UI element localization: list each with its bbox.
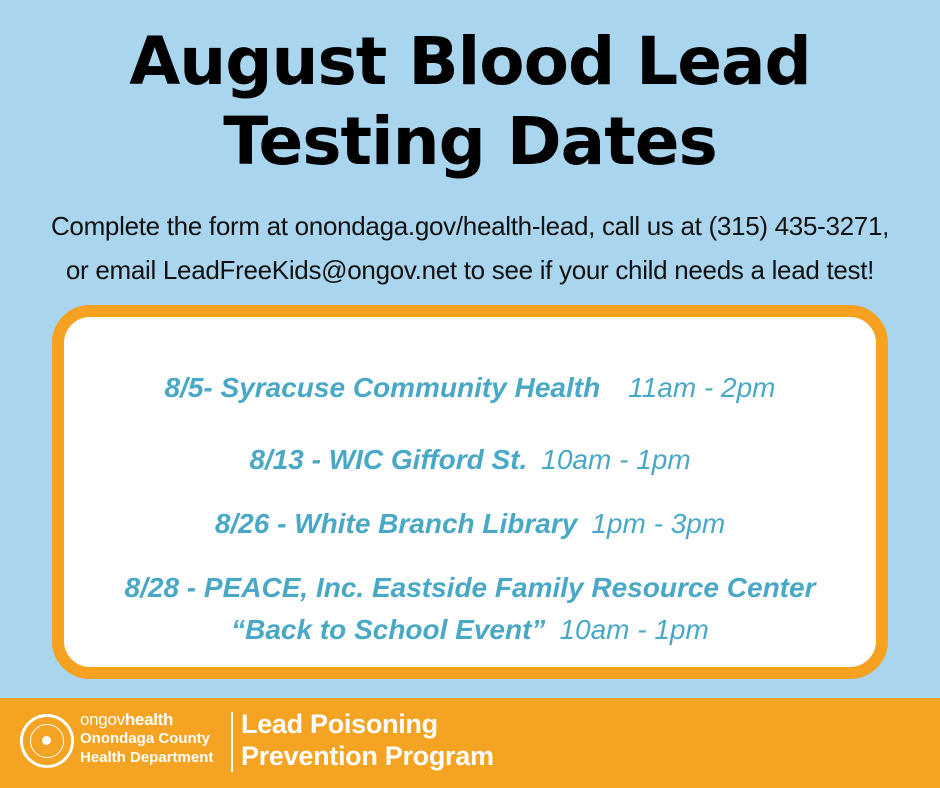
- page-title: [0, 22, 940, 182]
- event-name: 8/26 - White Branch Library: [214, 508, 578, 539]
- event-time: 1pm - 3pm: [591, 508, 726, 539]
- footer-divider: [231, 712, 233, 772]
- event-time: 10am - 1pm: [541, 444, 691, 475]
- event-name: 8/13 - WIC Gifford St.: [249, 444, 528, 475]
- event-item: [64, 367, 876, 409]
- contact-line-1: Complete the form at onondaga.gov/health-lead, call us at (315) 435-3271,: [50, 211, 890, 241]
- event-name-subtitle: “Back to School Event”: [231, 614, 546, 645]
- event-name: 8/5- Syracuse Community Health: [164, 372, 601, 403]
- contact-instructions: [0, 204, 940, 292]
- event-name: 8/28 - PEACE, Inc. Eastside Family Resource Center: [124, 572, 816, 603]
- contact-line-2: or email LeadFreeKids@ongov.net to see if your child needs a lead test!: [65, 255, 875, 285]
- org-line-2: Health Department: [80, 749, 214, 766]
- footer-banner: [0, 698, 940, 788]
- program-name: [241, 708, 494, 772]
- event-item: [64, 503, 876, 545]
- events-card: [52, 305, 888, 679]
- ongov-health-logo: [80, 710, 213, 767]
- county-seal-icon: [20, 714, 74, 768]
- title-line-1: August Blood Lead: [129, 23, 811, 100]
- event-time: 11am - 2pm: [628, 372, 776, 403]
- event-item: [64, 567, 876, 651]
- brand-prefix: ongov: [80, 710, 125, 729]
- title-line-2: Testing Dates: [223, 103, 717, 180]
- program-line-1: Lead Poisoning: [241, 709, 438, 739]
- org-line-1: Onondaga County: [80, 730, 210, 747]
- brand-suffix: health: [124, 710, 174, 729]
- program-line-2: Prevention Program: [241, 741, 494, 771]
- event-item: [64, 439, 876, 481]
- event-time: 10am - 1pm: [559, 614, 709, 645]
